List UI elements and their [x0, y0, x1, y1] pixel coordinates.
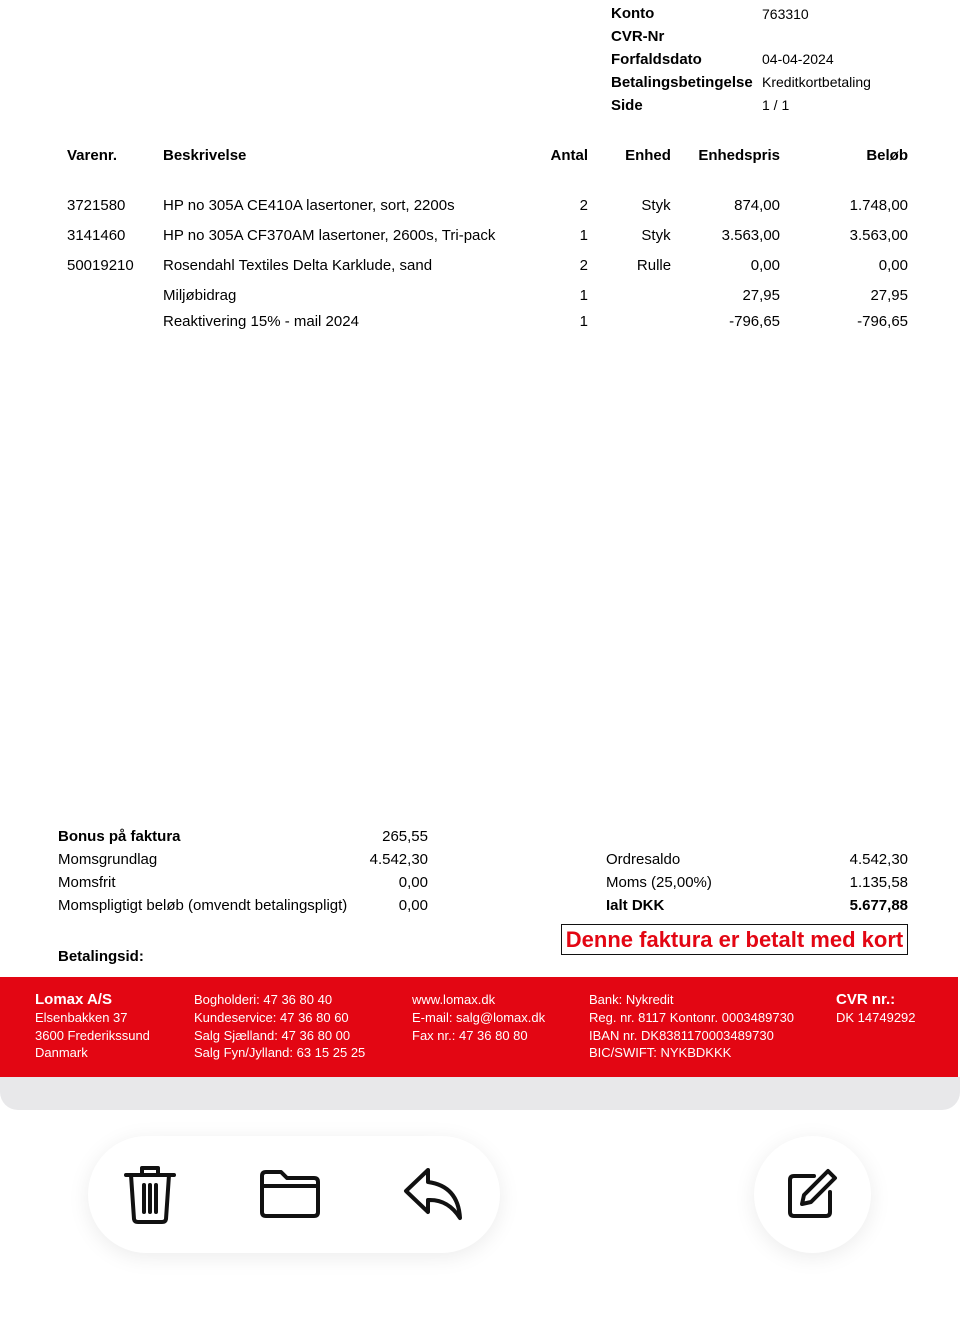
cvr-number: DK 14749292 — [836, 1009, 916, 1025]
total-label-momsfrit: Momsfrit — [58, 874, 116, 891]
meta-label-forfaldsdato: Forfaldsdato — [611, 51, 702, 68]
meta-value-betalingsbetingelse: Kreditkortbetaling — [762, 74, 871, 90]
col-header-enhed: Enhed — [625, 147, 671, 164]
footer-bank — [589, 991, 794, 1062]
phone-salg-sjaelland: Salg Sjælland: 47 36 80 00 — [194, 1027, 351, 1043]
total-label-bonus: Bonus på faktura — [58, 828, 181, 845]
total-value-momsgrundlag: 4.542,30 — [369, 851, 428, 868]
total-value-ordresaldo: 4.542,30 — [849, 851, 908, 868]
delete-button[interactable] — [118, 1160, 182, 1228]
company-footer — [0, 977, 958, 1077]
cell-belob: 0,00 — [878, 257, 908, 274]
compose-icon — [784, 1166, 840, 1222]
total-value-bonus: 265,55 — [382, 828, 428, 845]
total-label-moms: Moms (25,00%) — [606, 874, 712, 891]
company-name: Lomax A/S — [35, 991, 112, 1008]
meta-value-konto: 763310 — [762, 6, 809, 22]
meta-value-side: 1 / 1 — [762, 97, 790, 113]
cell-beskrivelse: Rosendahl Textiles Delta Karklude, sand — [163, 257, 433, 274]
meta-label-cvr: CVR-Nr — [611, 28, 665, 45]
cell-varenr: 3141460 — [67, 227, 126, 244]
fax-number: Fax nr.: 47 36 80 80 — [412, 1027, 528, 1043]
footer-company — [35, 991, 150, 1062]
cvr-label: CVR nr.: — [836, 991, 896, 1008]
compose-button-wrap — [754, 1136, 871, 1253]
bank-iban: IBAN nr. DK8381170003489730 — [589, 1027, 774, 1043]
meta-label-betalingsbetingelse: Betalingsbetingelse — [611, 74, 753, 91]
reply-button[interactable] — [401, 1164, 465, 1224]
website-link[interactable]: www.lomax.dk — [412, 992, 496, 1007]
trash-icon — [122, 1163, 178, 1225]
col-header-varenr: Varenr. — [67, 147, 118, 164]
total-value-moms: 1.135,58 — [849, 874, 908, 891]
meta-value-forfaldsdato: 04-04-2024 — [762, 51, 834, 67]
mail-action-toolbar — [88, 1136, 500, 1253]
footer-cvr — [836, 991, 916, 1027]
email-link[interactable]: E-mail: salg@lomax.dk — [412, 1009, 546, 1025]
cell-enhedspris: 27,95 — [742, 287, 780, 304]
cell-enhedspris: 0,00 — [750, 257, 780, 274]
cell-antal: 2 — [579, 257, 588, 274]
cell-enhedspris: 3.563,00 — [721, 227, 780, 244]
bank-account: Reg. nr. 8117 Kontonr. 0003489730 — [589, 1009, 795, 1025]
cell-antal: 1 — [579, 287, 588, 304]
cell-beskrivelse: Reaktivering 15% - mail 2024 — [163, 313, 359, 330]
total-label-ordresaldo: Ordresaldo — [606, 851, 681, 868]
col-header-enhedspris: Enhedspris — [698, 147, 780, 164]
folder-icon — [259, 1168, 321, 1220]
company-country: Danmark — [35, 1045, 88, 1061]
bank-swift: BIC/SWIFT: NYKBDKKK — [589, 1045, 732, 1061]
payment-id-label: Betalingsid: — [58, 948, 144, 965]
cell-enhedspris: 874,00 — [734, 197, 780, 214]
col-header-beskrivelse: Beskrivelse — [163, 147, 247, 164]
total-label-ialt: Ialt DKK — [606, 897, 665, 914]
total-label-momsgrundlag: Momsgrundlag — [58, 851, 158, 868]
footer-web — [412, 991, 545, 1044]
move-to-folder-button[interactable] — [258, 1164, 322, 1224]
cell-belob: 27,95 — [870, 287, 908, 304]
total-label-momspligtigt: Momspligtigt beløb (omvendt betalingspligt) — [58, 897, 348, 914]
compose-button[interactable] — [780, 1162, 844, 1226]
phone-kundeservice: Kundeservice: 47 36 80 60 — [194, 1009, 349, 1025]
footer-phones — [194, 991, 365, 1062]
cell-antal: 1 — [579, 313, 588, 330]
phone-bogholderi: Bogholderi: 47 36 80 40 — [194, 992, 333, 1007]
phone-salg-fyn: Salg Fyn/Jylland: 63 15 25 25 — [194, 1045, 366, 1061]
cell-varenr: 3721580 — [67, 197, 126, 214]
document-bottom-edge — [0, 1077, 960, 1110]
cell-belob: 1.748,00 — [849, 197, 908, 214]
cell-antal: 2 — [579, 197, 588, 214]
cell-enhed: Rulle — [636, 257, 672, 274]
cell-varenr: 50019210 — [67, 257, 134, 274]
cell-beskrivelse: HP no 305A CF370AM lasertoner, 2600s, Tri-pack — [163, 227, 496, 244]
total-value-momsfrit: 0,00 — [398, 874, 428, 891]
company-address: Elsenbakken 37 — [35, 1009, 128, 1025]
col-header-antal: Antal — [550, 147, 588, 164]
bank-name: Bank: Nykredit — [589, 992, 674, 1007]
meta-label-konto: Konto — [611, 5, 655, 22]
total-value-momspligtigt: 0,00 — [398, 897, 428, 914]
cell-belob: 3.563,00 — [849, 227, 908, 244]
cell-beskrivelse: Miljøbidrag — [163, 287, 237, 304]
cell-enhed: Styk — [641, 197, 671, 214]
reply-icon — [402, 1166, 464, 1222]
paid-notice: Denne faktura er betalt med kort — [561, 924, 908, 955]
col-header-belob: Beløb — [866, 147, 908, 164]
cell-beskrivelse: HP no 305A CE410A lasertoner, sort, 2200s — [163, 197, 455, 214]
cell-antal: 1 — [579, 227, 588, 244]
cell-enhed: Styk — [641, 227, 671, 244]
cell-belob: -796,65 — [857, 313, 908, 330]
company-city: 3600 Frederikssund — [35, 1027, 150, 1043]
cell-enhedspris: -796,65 — [729, 313, 780, 330]
meta-label-side: Side — [611, 97, 643, 114]
total-value-ialt: 5.677,88 — [849, 897, 908, 914]
